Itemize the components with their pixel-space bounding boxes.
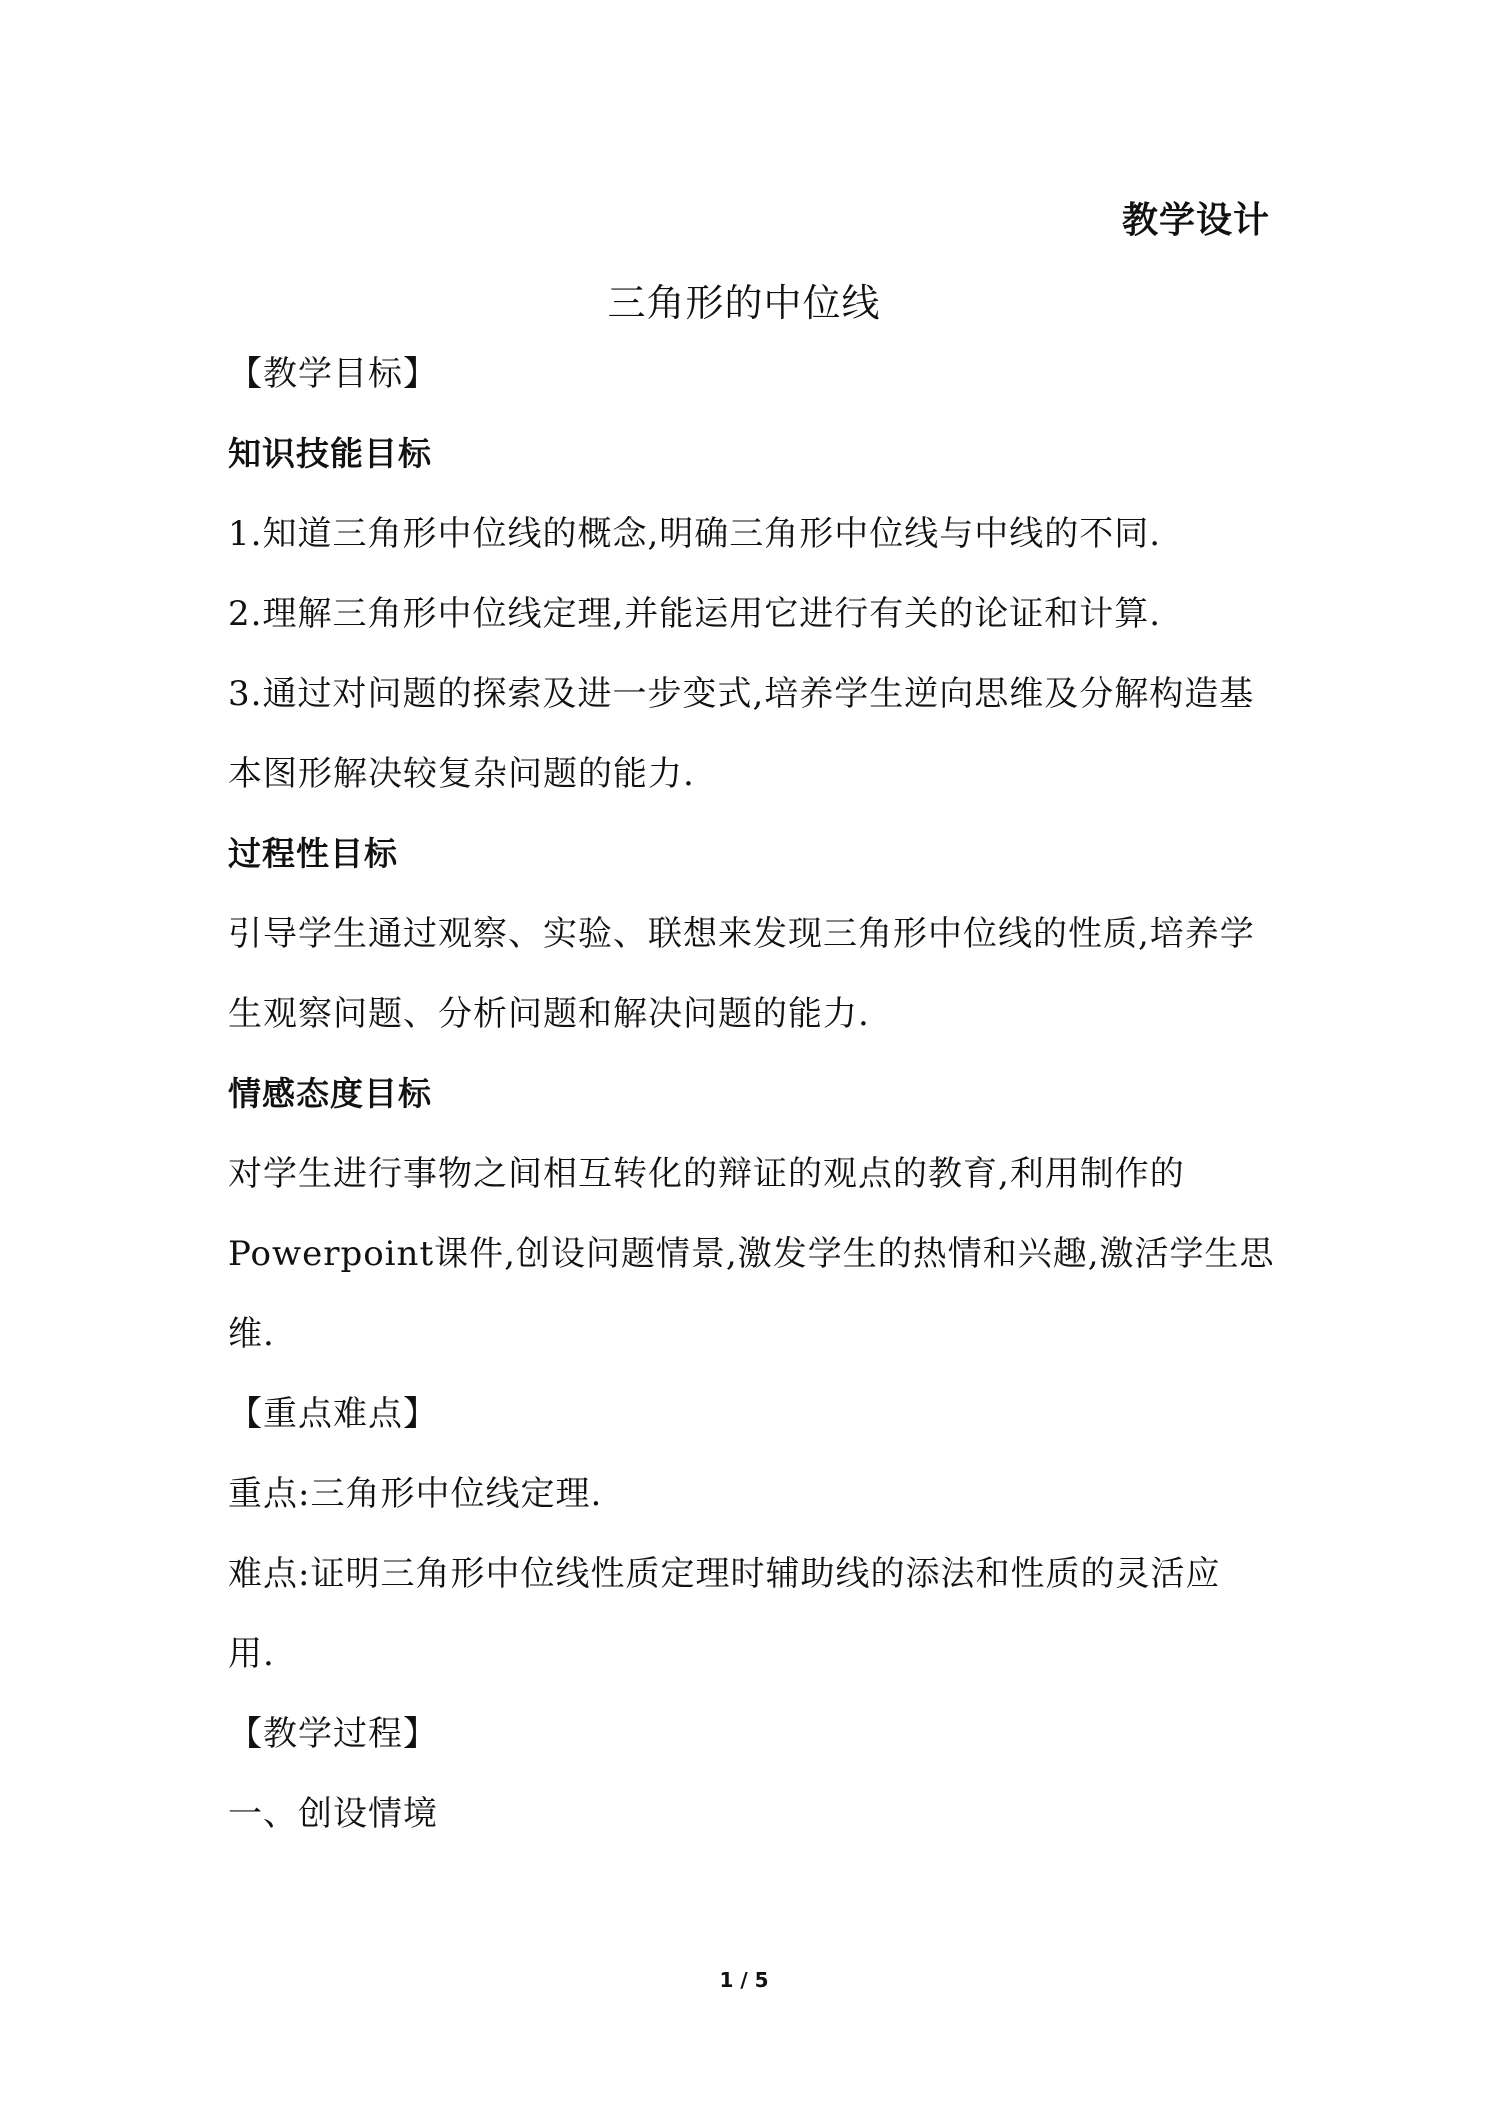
page-number: 1 / 5 — [719, 1968, 769, 1992]
paragraph-line: 难点:证明三角形中位线性质定理时辅助线的添法和性质的灵活应 — [228, 1554, 1221, 1594]
paragraph-line: 维. — [228, 1314, 275, 1354]
section-heading-teaching-process: 【教学过程】 — [228, 1714, 438, 1754]
subheading-process-goals: 过程性目标 — [228, 834, 398, 873]
section-heading-key-points: 【重点难点】 — [228, 1394, 438, 1434]
paragraph-line: 本图形解决较复杂问题的能力. — [228, 754, 695, 794]
document-title: 三角形的中位线 — [607, 281, 881, 325]
paragraph-line: 重点:三角形中位线定理. — [228, 1474, 603, 1514]
paragraph-line: 对学生进行事物之间相互转化的辩证的观点的教育,利用制作的 — [228, 1154, 1185, 1194]
paragraph-line: 3.通过对问题的探索及进一步变式,培养学生逆向思维及分解构造基 — [228, 674, 1255, 714]
subheading-knowledge-skills: 知识技能目标 — [228, 434, 432, 473]
paragraph-line: 1.知道三角形中位线的概念,明确三角形中位线与中线的不同. — [228, 514, 1162, 554]
section-heading-teaching-goals: 【教学目标】 — [228, 354, 438, 394]
subheading-emotion-goals: 情感态度目标 — [228, 1074, 432, 1113]
document-body — [228, 334, 1273, 1854]
document-type-label: 教学设计 — [1121, 200, 1270, 241]
paragraph-line: 2.理解三角形中位线定理,并能运用它进行有关的论证和计算. — [228, 594, 1162, 634]
paragraph-line: 一、创设情境 — [228, 1794, 438, 1834]
paragraph-line: 生观察问题、分析问题和解决问题的能力. — [228, 994, 870, 1034]
paragraph-line: 引导学生通过观察、实验、联想来发现三角形中位线的性质,培养学 — [228, 914, 1255, 954]
paragraph-line: Powerpoint课件,创设问题情景,激发学生的热情和兴趣,激活学生思 — [228, 1234, 1275, 1274]
paragraph-line: 用. — [228, 1634, 275, 1674]
